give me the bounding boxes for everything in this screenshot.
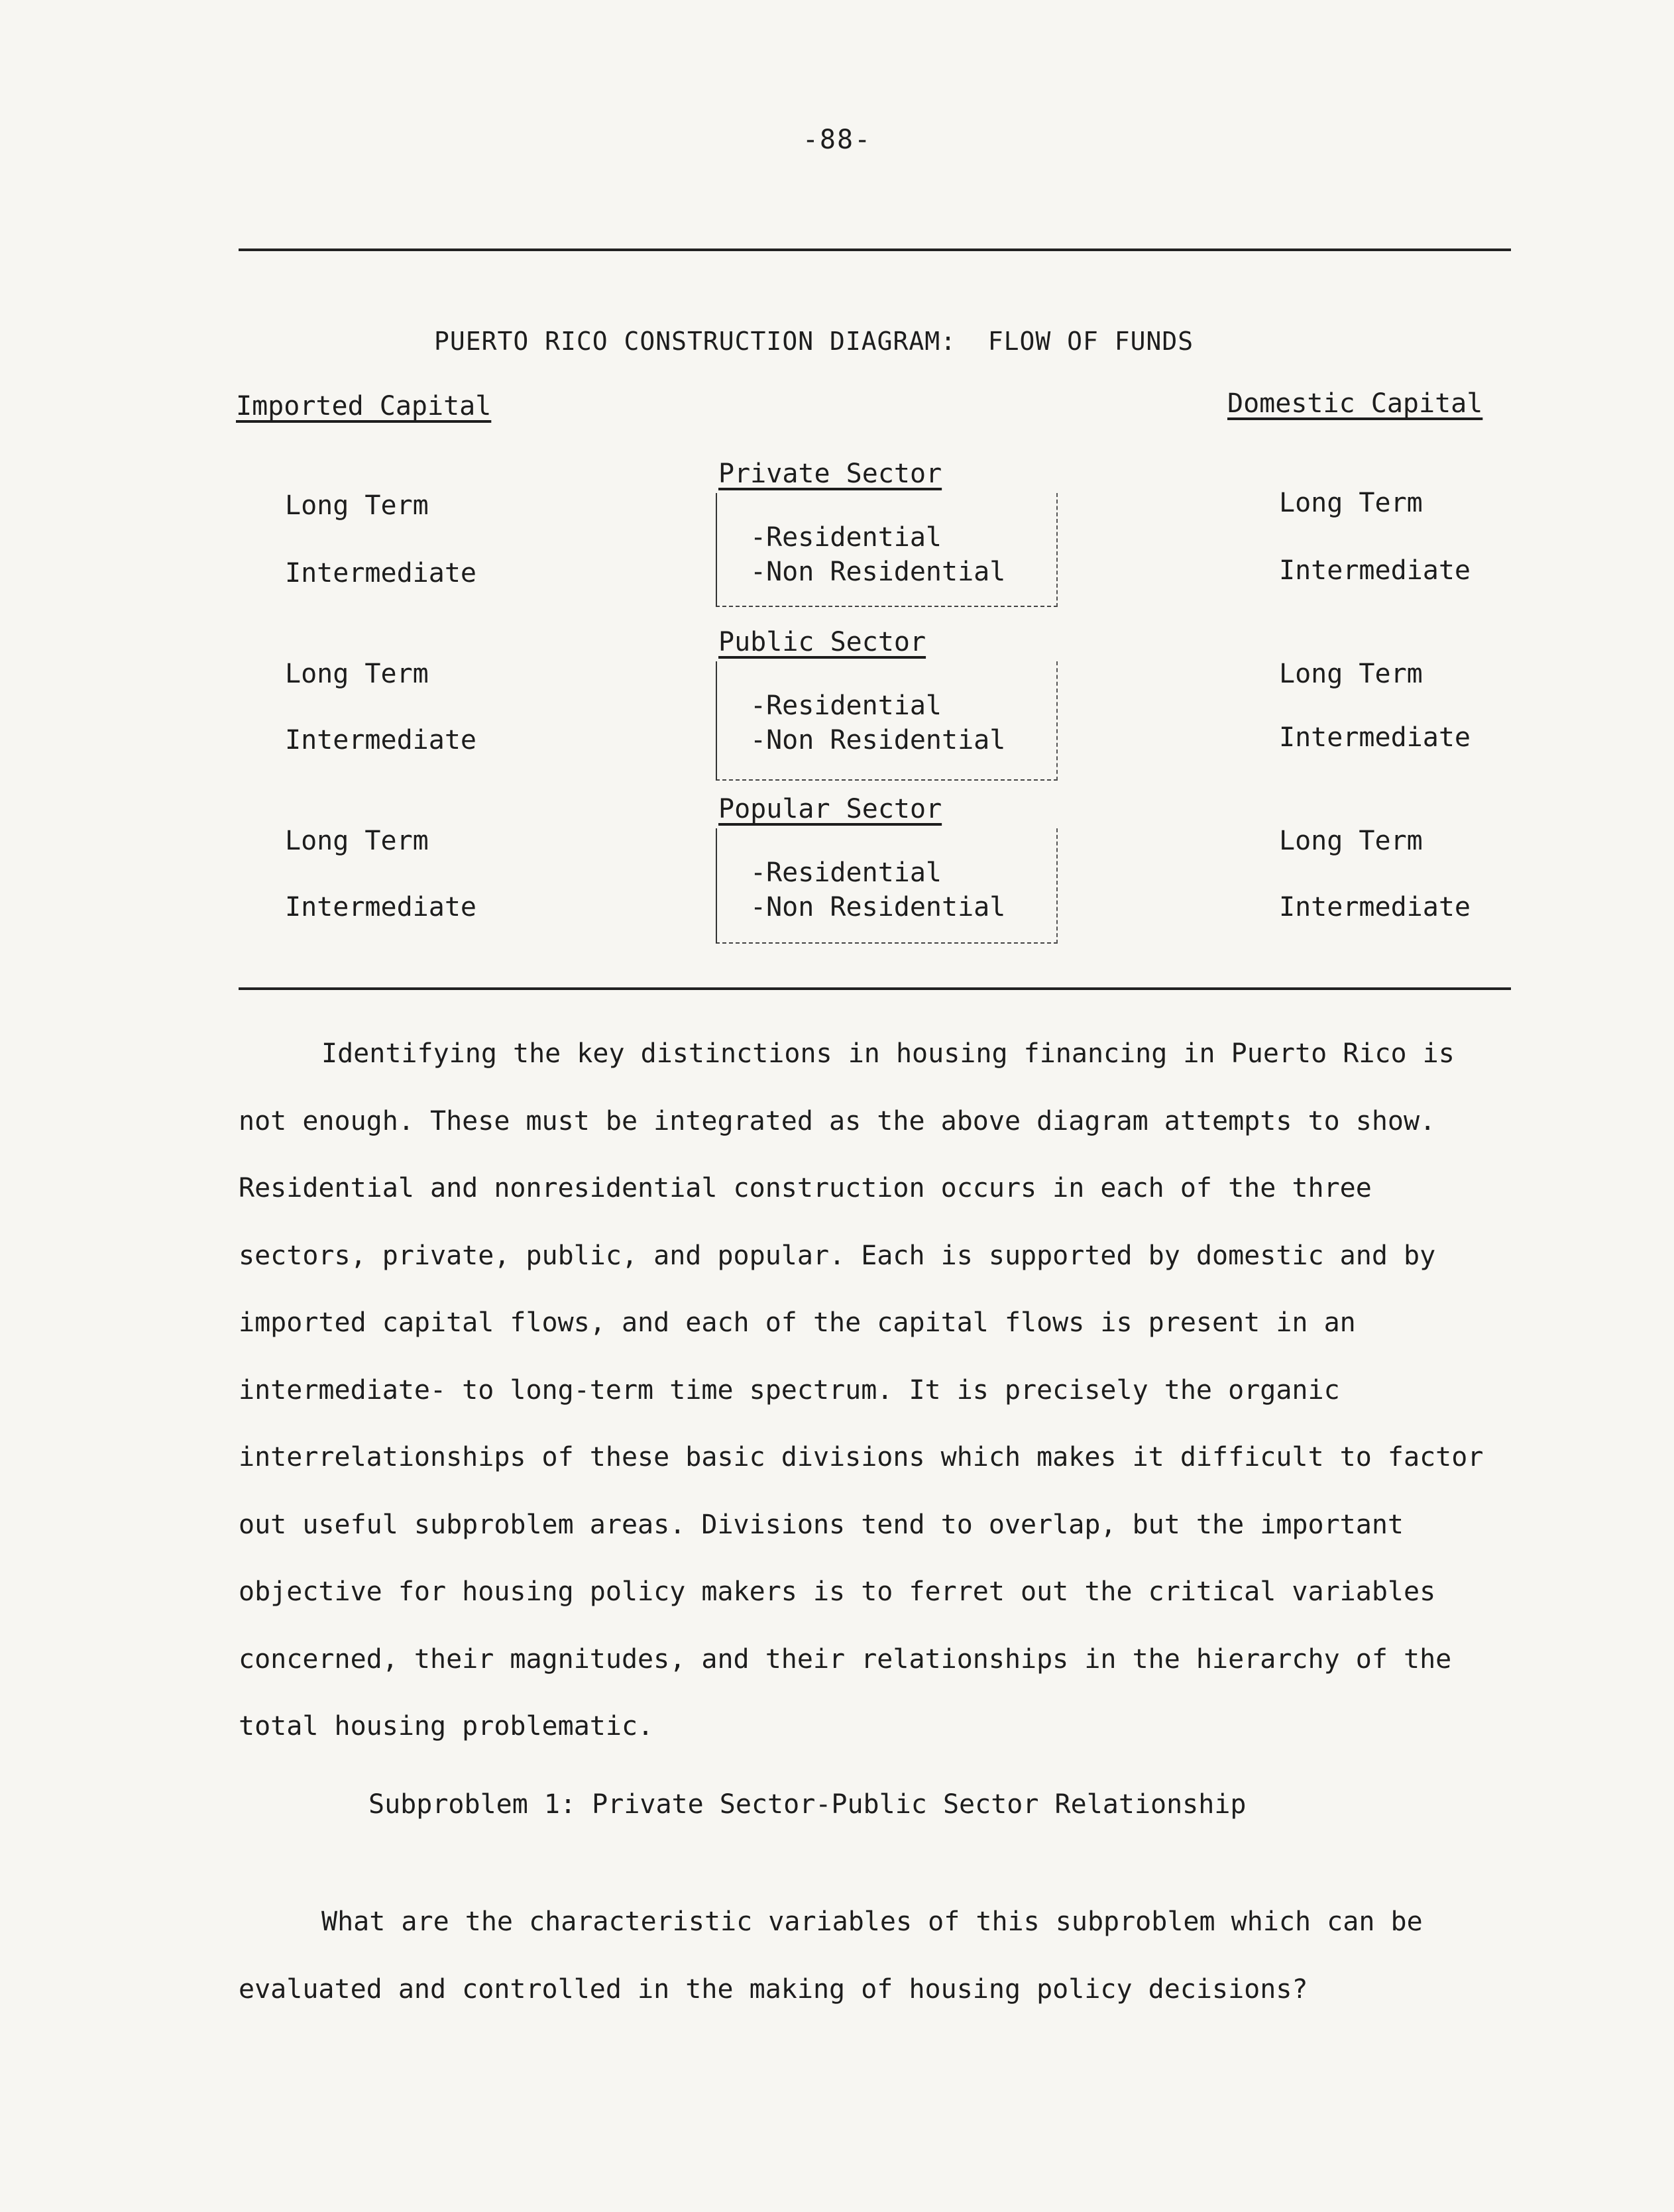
imported-long-term-popular: Long Term [285,826,429,856]
imported-intermediate-public: Intermediate [285,725,476,755]
imported-intermediate-popular: Intermediate [285,892,476,922]
paragraph-2: What are the characteristic variables of this subproblem which can be evaluated and controlled in the making of housing policy decisions? [239,1907,1423,2005]
domestic-intermediate-private: Intermediate [1279,555,1471,586]
domestic-capital-heading: Domestic Capital [1227,388,1483,419]
domestic-long-term-public: Long Term [1279,659,1423,689]
imported-long-term-private: Long Term [285,490,429,521]
popular-sector-box [716,828,1058,944]
private-non-residential: -Non Residential [750,557,1006,587]
domestic-intermediate-public: Intermediate [1279,722,1471,753]
domestic-intermediate-popular: Intermediate [1279,892,1471,922]
popular-non-residential: -Non Residential [750,892,1006,922]
imported-capital-heading: Imported Capital [236,391,492,421]
domestic-long-term-popular: Long Term [1279,826,1423,856]
top-rule [239,249,1511,251]
imported-intermediate-private: Intermediate [285,558,476,588]
public-non-residential: -Non Residential [750,725,1006,755]
private-sector-box [716,493,1058,607]
domestic-long-term-private: Long Term [1279,488,1423,518]
subproblem-heading: Subproblem 1: Private Sector-Public Sector Relationship [368,1789,1247,1820]
popular-sector-title: Popular Sector [718,794,942,824]
popular-residential: -Residential [750,857,942,888]
public-sector-box [716,661,1058,781]
page-number: -88- [802,125,872,155]
private-sector-title: Private Sector [718,459,942,489]
bottom-rule [239,987,1511,990]
body-text-2 [239,1889,1511,2023]
imported-long-term-public: Long Term [285,659,429,689]
public-sector-title: Public Sector [718,627,926,657]
private-residential: -Residential [750,522,942,553]
diagram-title: PUERTO RICO CONSTRUCTION DIAGRAM: FLOW OF FUNDS [434,327,1194,356]
public-residential: -Residential [750,691,942,721]
body-text [239,1021,1511,1761]
paragraph-1: Identifying the key distinctions in housing financing in Puerto Rico is not enough. These must be integrated as the above diagram attempts to show. Residential and nonresidential construction occurs in each of the three sectors, private, public, and popular. Each is supported by domestic and by imported capital flows, and each of the capital flows is present in an intermediate- to long-term time spectrum. It is precisely the organic interrelationships of these basic divisions which makes it difficult to factor out useful subproblem areas. Divisions tend to overlap, but the important objective for housing policy makers is to ferret out the critical variables concerned, their magnitudes, and their relationships in the hierarchy of the total housing problematic. [239,1038,1484,1742]
